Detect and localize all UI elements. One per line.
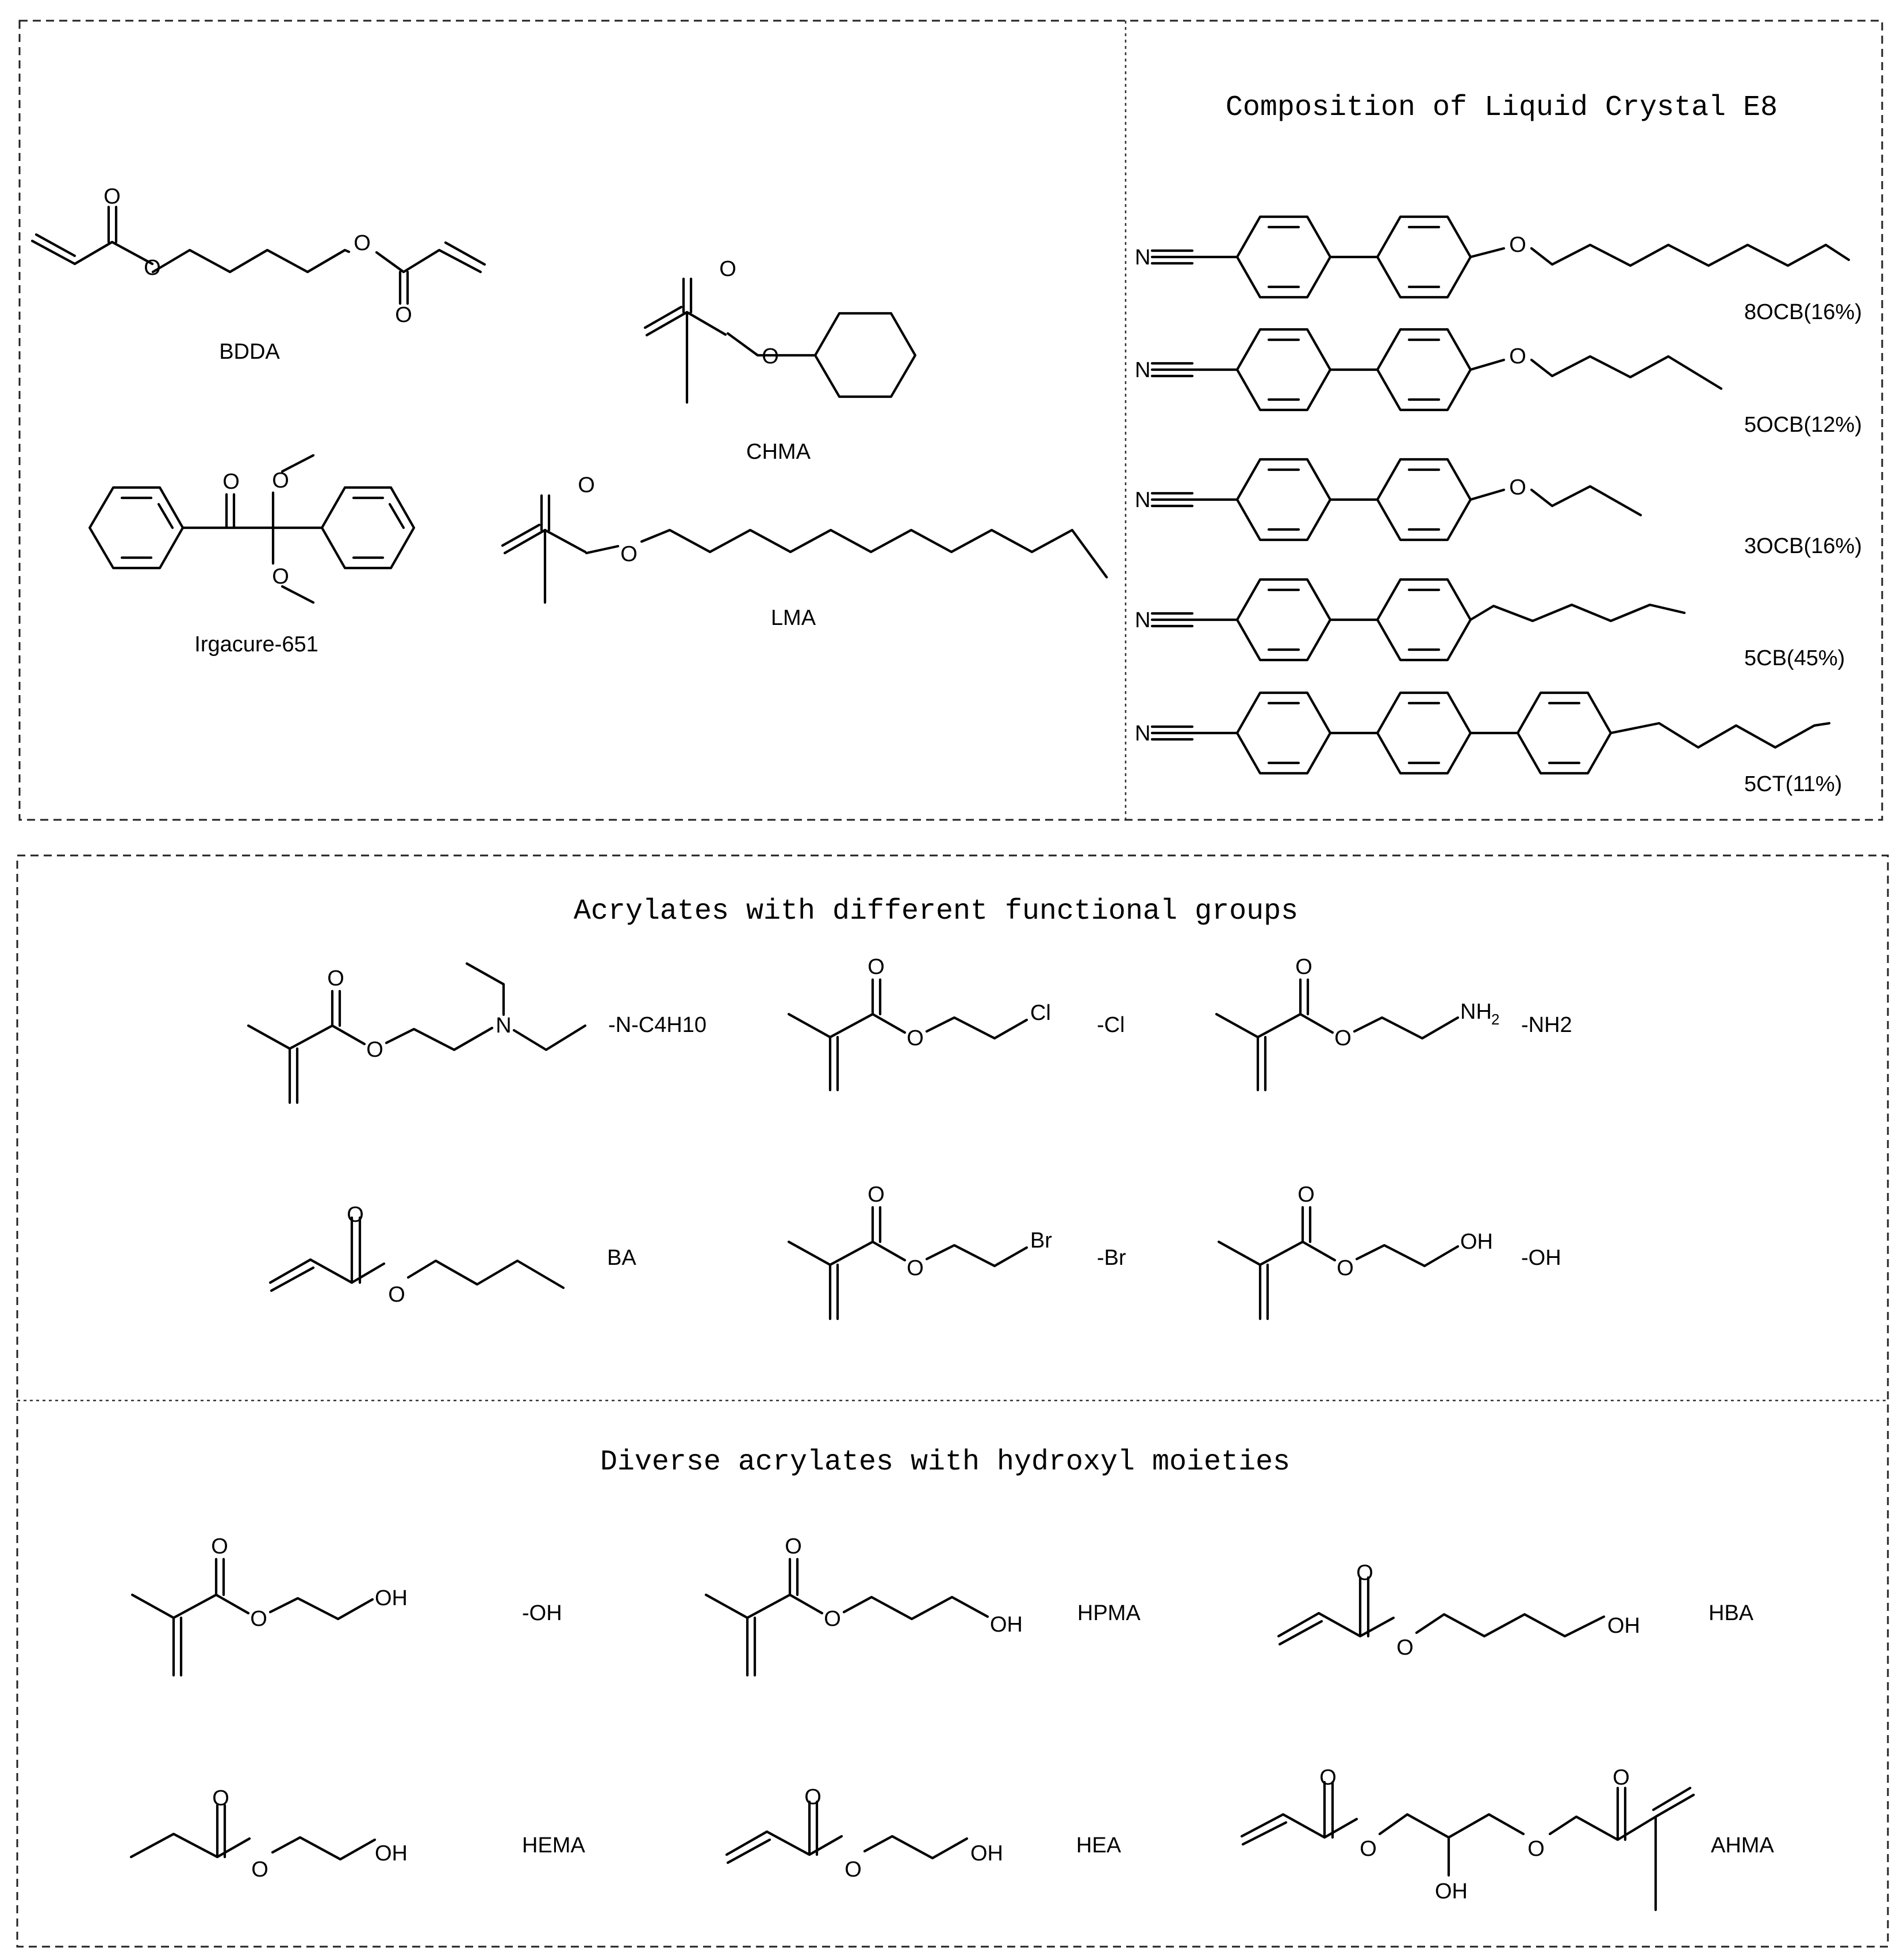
bdda-ketone-o-left: O — [103, 185, 121, 209]
8ocb-nitrile-n: N — [1135, 245, 1151, 270]
ndiethyl-ester-o: O — [366, 1038, 383, 1062]
5cb-label: 5CB(45%) — [1744, 646, 1845, 670]
hydroxyl-oh-ketone-o: O — [211, 1534, 228, 1559]
hydroxyethyl-oh: OH — [1460, 1230, 1493, 1254]
5ct-structure — [1135, 693, 1829, 773]
hea-label: HEA — [1076, 1833, 1122, 1858]
5cb-nitrile-n: N — [1135, 608, 1151, 632]
bromo-label: -Br — [1097, 1246, 1126, 1270]
hydroxyethyl-methacrylate-structure — [1219, 1183, 1493, 1319]
top-panel-frame — [20, 21, 1882, 820]
5ct-nitrile-n: N — [1135, 722, 1151, 746]
5ocb-ether-o: O — [1509, 344, 1526, 369]
ahma-ketone-o-left: O — [1319, 1766, 1337, 1790]
chloroethyl-methacrylate-structure — [789, 955, 1051, 1090]
hydroxyl-oh-label: -OH — [522, 1601, 562, 1625]
hba-ester-o: O — [1396, 1636, 1414, 1660]
hpma-structure — [706, 1534, 1023, 1675]
hea-structure — [727, 1785, 1003, 1882]
hea-ketone-o: O — [804, 1785, 822, 1809]
hydroxyl-oh-terminal: OH — [375, 1586, 408, 1610]
ahma-ester-o-left: O — [1360, 1837, 1377, 1861]
hpma-ketone-o: O — [785, 1534, 802, 1559]
hydroxyl-oh-ester-o: O — [250, 1607, 267, 1631]
e8-section-title: Composition of Liquid Crystal E8 — [1225, 91, 1778, 124]
hydroxyethyl-ketone-o: O — [1298, 1183, 1315, 1207]
lma-ketone-o: O — [578, 473, 595, 497]
5ocb-nitrile-n: N — [1135, 358, 1151, 382]
irgacure-methoxy-o-bottom: O — [272, 565, 289, 589]
chloroethyl-ester-o: O — [907, 1026, 924, 1050]
hpma-ester-o: O — [824, 1607, 841, 1631]
aminoethyl-nh: NH — [1460, 1000, 1492, 1024]
chma-structure — [645, 257, 915, 402]
3ocb-label: 3OCB(16%) — [1744, 534, 1862, 558]
hema-label: HEMA — [522, 1833, 585, 1858]
aminoethyl-ester-o: O — [1334, 1026, 1352, 1050]
5ocb-label: 5OCB(12%) — [1744, 413, 1862, 437]
chma-ester-o: O — [762, 344, 779, 369]
hea-oh: OH — [970, 1841, 1003, 1866]
8ocb-structure — [1135, 217, 1849, 297]
bdda-ester-o-left: O — [144, 256, 161, 280]
lma-ester-o: O — [620, 542, 638, 566]
ndiethyl-ketone-o: O — [327, 966, 344, 991]
chloro-label: -Cl — [1097, 1013, 1125, 1037]
hema-oh: OH — [375, 1841, 408, 1866]
aminoethyl-methacrylate-structure — [1216, 955, 1499, 1090]
irgacure-ketone-o: O — [222, 470, 240, 494]
hema-structure — [131, 1786, 408, 1882]
aminoethyl-ketone-o: O — [1295, 955, 1312, 979]
bdda-ketone-o-right: O — [395, 303, 412, 327]
hydroxyethyl-ester-o: O — [1337, 1256, 1354, 1280]
ba-ester-o: O — [388, 1283, 405, 1307]
hema-ester-o: O — [251, 1858, 268, 1882]
hba-label: HBA — [1709, 1601, 1754, 1625]
3ocb-nitrile-n: N — [1135, 488, 1151, 512]
hba-ketone-o: O — [1356, 1561, 1373, 1585]
bdda-structure — [32, 185, 485, 327]
butyl-acrylate-structure — [270, 1203, 563, 1307]
hema-ketone-o: O — [212, 1786, 229, 1810]
bdda-label: BDDA — [219, 340, 280, 364]
hba-structure — [1279, 1561, 1640, 1660]
ahma-ester-o-right: O — [1527, 1837, 1545, 1861]
ahma-label: AHMA — [1711, 1833, 1774, 1858]
ndiethyl-amine-n: N — [496, 1014, 512, 1038]
5ocb-structure — [1135, 329, 1721, 410]
chma-ketone-o: O — [719, 257, 736, 281]
8ocb-label: 8OCB(16%) — [1744, 300, 1862, 324]
ahma-secondary-oh: OH — [1435, 1879, 1468, 1904]
ba-label: BA — [607, 1246, 636, 1270]
bdda-ester-o-right: O — [354, 231, 371, 255]
lma-structure — [502, 473, 1107, 603]
functional-groups-section-title: Acrylates with different functional groups — [573, 895, 1299, 928]
ahma-ketone-o-right: O — [1613, 1766, 1630, 1790]
hydroxy-label: -OH — [1521, 1246, 1561, 1270]
irgacure-651-structure — [90, 455, 414, 603]
amino-label: -NH2 — [1521, 1013, 1572, 1037]
aminoethyl-nh-subscript: 2 — [1491, 1011, 1500, 1028]
3ocb-structure — [1135, 459, 1641, 540]
hydroxyl-section-title: Diverse acrylates with hydroxyl moieties — [600, 1446, 1291, 1479]
bromoethyl-ketone-o: O — [867, 1183, 885, 1207]
ba-ketone-o: O — [347, 1203, 364, 1227]
hydroxyl-oh-methacrylate-structure — [132, 1534, 408, 1675]
ahma-structure — [1242, 1766, 1694, 1910]
bromoethyl-methacrylate-structure — [789, 1183, 1052, 1319]
chloroethyl-ketone-o: O — [867, 955, 885, 979]
chma-label: CHMA — [746, 440, 811, 464]
ndiethyl-label: -N-C4H10 — [608, 1013, 707, 1037]
3ocb-ether-o: O — [1509, 475, 1526, 500]
irgacure-651-label: Irgacure-651 — [194, 632, 318, 657]
lma-label: LMA — [770, 606, 816, 630]
8ocb-ether-o: O — [1509, 233, 1526, 257]
hpma-label: HPMA — [1077, 1601, 1141, 1625]
5ct-label: 5CT(11%) — [1744, 772, 1842, 796]
ndiethyl-methacrylate-structure — [248, 964, 585, 1103]
bromoethyl-br: Br — [1030, 1229, 1052, 1253]
chloroethyl-cl: Cl — [1030, 1001, 1051, 1025]
5cb-structure — [1135, 580, 1684, 660]
hpma-oh: OH — [990, 1613, 1023, 1637]
hea-ester-o: O — [844, 1858, 862, 1882]
irgacure-methoxy-o-top: O — [272, 469, 289, 493]
bromoethyl-ester-o: O — [907, 1256, 924, 1280]
hba-oh: OH — [1607, 1614, 1640, 1638]
